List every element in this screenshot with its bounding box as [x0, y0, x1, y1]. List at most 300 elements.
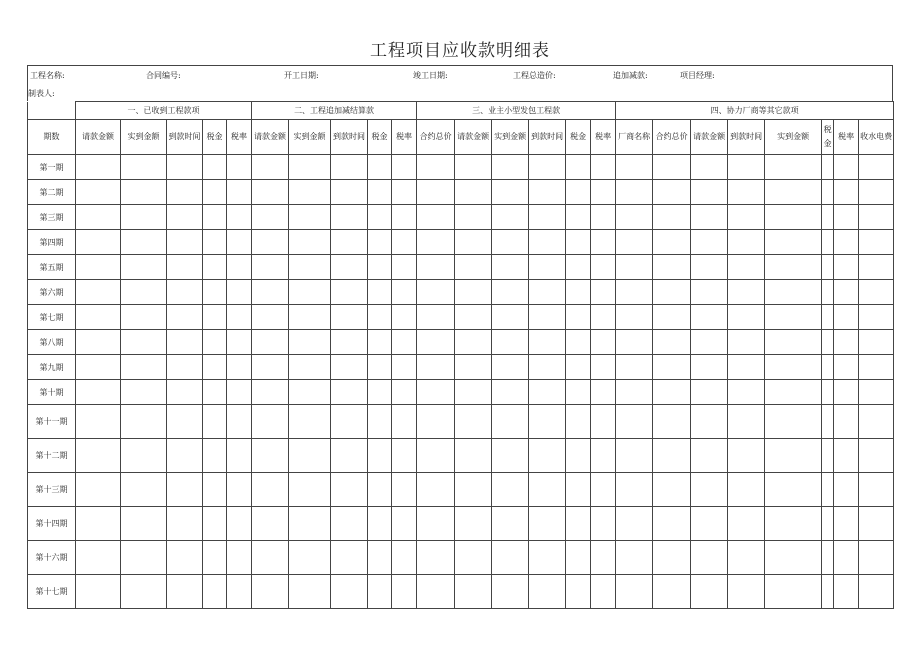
- table-cell[interactable]: [616, 575, 653, 609]
- table-cell[interactable]: [121, 439, 167, 473]
- table-cell[interactable]: [76, 405, 121, 439]
- table-cell[interactable]: [728, 255, 765, 280]
- table-cell[interactable]: [289, 155, 331, 180]
- table-cell[interactable]: [591, 155, 616, 180]
- table-cell[interactable]: [331, 473, 368, 507]
- table-cell[interactable]: [252, 255, 289, 280]
- table-cell[interactable]: [455, 280, 492, 305]
- table-cell[interactable]: [368, 380, 392, 405]
- table-cell[interactable]: [859, 405, 894, 439]
- table-cell[interactable]: [566, 205, 591, 230]
- table-cell[interactable]: [728, 507, 765, 541]
- table-cell[interactable]: [203, 330, 227, 355]
- table-cell[interactable]: [167, 507, 203, 541]
- table-cell[interactable]: [765, 473, 822, 507]
- table-cell[interactable]: [834, 155, 859, 180]
- table-cell[interactable]: [227, 305, 252, 330]
- table-cell[interactable]: [417, 305, 455, 330]
- table-cell[interactable]: [417, 355, 455, 380]
- table-cell[interactable]: [289, 507, 331, 541]
- table-cell[interactable]: [331, 439, 368, 473]
- table-cell[interactable]: [252, 205, 289, 230]
- table-cell[interactable]: [417, 280, 455, 305]
- table-cell[interactable]: [591, 473, 616, 507]
- table-cell[interactable]: [252, 473, 289, 507]
- table-cell[interactable]: [417, 205, 455, 230]
- table-cell[interactable]: [591, 405, 616, 439]
- table-cell[interactable]: [616, 541, 653, 575]
- table-cell[interactable]: [616, 255, 653, 280]
- table-cell[interactable]: [455, 405, 492, 439]
- table-cell[interactable]: [566, 575, 591, 609]
- table-cell[interactable]: [529, 355, 566, 380]
- table-cell[interactable]: [76, 541, 121, 575]
- table-cell[interactable]: [859, 541, 894, 575]
- table-cell[interactable]: [834, 380, 859, 405]
- table-cell[interactable]: [529, 473, 566, 507]
- table-cell[interactable]: [859, 330, 894, 355]
- table-cell[interactable]: [859, 155, 894, 180]
- table-cell[interactable]: [227, 330, 252, 355]
- table-cell[interactable]: [331, 230, 368, 255]
- table-cell[interactable]: [566, 355, 591, 380]
- table-cell[interactable]: [492, 230, 529, 255]
- table-cell[interactable]: [203, 380, 227, 405]
- table-cell[interactable]: [252, 575, 289, 609]
- table-cell[interactable]: [566, 255, 591, 280]
- table-cell[interactable]: [417, 575, 455, 609]
- table-cell[interactable]: [859, 305, 894, 330]
- table-cell[interactable]: [834, 180, 859, 205]
- table-cell[interactable]: [765, 380, 822, 405]
- table-cell[interactable]: [728, 380, 765, 405]
- table-cell[interactable]: [289, 280, 331, 305]
- table-cell[interactable]: [167, 230, 203, 255]
- table-cell[interactable]: [203, 405, 227, 439]
- table-cell[interactable]: [455, 230, 492, 255]
- table-cell[interactable]: [289, 405, 331, 439]
- table-cell[interactable]: [203, 473, 227, 507]
- table-cell[interactable]: [368, 330, 392, 355]
- table-cell[interactable]: [455, 330, 492, 355]
- table-cell[interactable]: [227, 205, 252, 230]
- table-cell[interactable]: [492, 473, 529, 507]
- table-cell[interactable]: [529, 230, 566, 255]
- table-cell[interactable]: [76, 507, 121, 541]
- table-cell[interactable]: [822, 305, 834, 330]
- table-cell[interactable]: [616, 405, 653, 439]
- table-cell[interactable]: [529, 330, 566, 355]
- table-cell[interactable]: [392, 380, 417, 405]
- table-cell[interactable]: [417, 405, 455, 439]
- table-cell[interactable]: [121, 575, 167, 609]
- table-cell[interactable]: [834, 205, 859, 230]
- table-cell[interactable]: [76, 575, 121, 609]
- table-cell[interactable]: [227, 180, 252, 205]
- table-cell[interactable]: [765, 205, 822, 230]
- table-cell[interactable]: [616, 507, 653, 541]
- table-cell[interactable]: [591, 355, 616, 380]
- table-cell[interactable]: [566, 180, 591, 205]
- table-cell[interactable]: [331, 205, 368, 230]
- table-cell[interactable]: [76, 205, 121, 230]
- table-cell[interactable]: [859, 255, 894, 280]
- table-cell[interactable]: [492, 439, 529, 473]
- table-cell[interactable]: [859, 507, 894, 541]
- table-cell[interactable]: [76, 330, 121, 355]
- table-cell[interactable]: [227, 255, 252, 280]
- table-cell[interactable]: [616, 330, 653, 355]
- table-cell[interactable]: [566, 380, 591, 405]
- table-cell[interactable]: [616, 180, 653, 205]
- table-cell[interactable]: [566, 280, 591, 305]
- table-cell[interactable]: [591, 330, 616, 355]
- table-cell[interactable]: [252, 280, 289, 305]
- table-cell[interactable]: [834, 280, 859, 305]
- table-cell[interactable]: [252, 155, 289, 180]
- table-cell[interactable]: [203, 180, 227, 205]
- table-cell[interactable]: [368, 355, 392, 380]
- table-cell[interactable]: [331, 255, 368, 280]
- table-cell[interactable]: [167, 255, 203, 280]
- table-cell[interactable]: [417, 507, 455, 541]
- table-cell[interactable]: [529, 507, 566, 541]
- table-cell[interactable]: [252, 230, 289, 255]
- table-cell[interactable]: [616, 355, 653, 380]
- table-cell[interactable]: [765, 330, 822, 355]
- table-cell[interactable]: [859, 575, 894, 609]
- table-cell[interactable]: [167, 305, 203, 330]
- table-cell[interactable]: [859, 180, 894, 205]
- table-cell[interactable]: [455, 355, 492, 380]
- table-cell[interactable]: [492, 280, 529, 305]
- table-cell[interactable]: [76, 355, 121, 380]
- table-cell[interactable]: [227, 280, 252, 305]
- table-cell[interactable]: [591, 305, 616, 330]
- table-cell[interactable]: [368, 507, 392, 541]
- table-cell[interactable]: [653, 330, 691, 355]
- table-cell[interactable]: [691, 541, 728, 575]
- table-cell[interactable]: [331, 507, 368, 541]
- table-cell[interactable]: [76, 180, 121, 205]
- table-cell[interactable]: [289, 541, 331, 575]
- table-cell[interactable]: [591, 439, 616, 473]
- table-cell[interactable]: [653, 355, 691, 380]
- table-cell[interactable]: [728, 330, 765, 355]
- table-cell[interactable]: [529, 205, 566, 230]
- table-cell[interactable]: [392, 230, 417, 255]
- table-cell[interactable]: [834, 355, 859, 380]
- table-cell[interactable]: [76, 473, 121, 507]
- table-cell[interactable]: [765, 507, 822, 541]
- table-cell[interactable]: [227, 380, 252, 405]
- table-cell[interactable]: [455, 305, 492, 330]
- table-cell[interactable]: [492, 305, 529, 330]
- table-cell[interactable]: [203, 355, 227, 380]
- table-cell[interactable]: [203, 230, 227, 255]
- table-cell[interactable]: [691, 230, 728, 255]
- table-cell[interactable]: [834, 230, 859, 255]
- table-cell[interactable]: [492, 155, 529, 180]
- table-cell[interactable]: [203, 541, 227, 575]
- table-cell[interactable]: [368, 280, 392, 305]
- table-cell[interactable]: [653, 280, 691, 305]
- table-cell[interactable]: [566, 330, 591, 355]
- table-cell[interactable]: [368, 305, 392, 330]
- table-cell[interactable]: [121, 330, 167, 355]
- table-cell[interactable]: [834, 541, 859, 575]
- table-cell[interactable]: [834, 575, 859, 609]
- table-cell[interactable]: [591, 507, 616, 541]
- table-cell[interactable]: [765, 280, 822, 305]
- table-cell[interactable]: [653, 205, 691, 230]
- table-cell[interactable]: [252, 439, 289, 473]
- table-cell[interactable]: [591, 575, 616, 609]
- table-cell[interactable]: [691, 575, 728, 609]
- table-cell[interactable]: [529, 541, 566, 575]
- table-cell[interactable]: [331, 330, 368, 355]
- table-cell[interactable]: [616, 230, 653, 255]
- table-cell[interactable]: [121, 507, 167, 541]
- table-cell[interactable]: [392, 405, 417, 439]
- table-cell[interactable]: [765, 405, 822, 439]
- table-cell[interactable]: [834, 439, 859, 473]
- table-cell[interactable]: [167, 155, 203, 180]
- table-cell[interactable]: [392, 205, 417, 230]
- table-cell[interactable]: [691, 405, 728, 439]
- table-cell[interactable]: [167, 205, 203, 230]
- table-cell[interactable]: [392, 507, 417, 541]
- table-cell[interactable]: [76, 439, 121, 473]
- table-cell[interactable]: [368, 155, 392, 180]
- table-cell[interactable]: [252, 380, 289, 405]
- table-cell[interactable]: [121, 305, 167, 330]
- table-cell[interactable]: [529, 255, 566, 280]
- table-cell[interactable]: [529, 155, 566, 180]
- table-cell[interactable]: [252, 180, 289, 205]
- table-cell[interactable]: [822, 439, 834, 473]
- table-cell[interactable]: [368, 473, 392, 507]
- table-cell[interactable]: [728, 575, 765, 609]
- table-cell[interactable]: [566, 155, 591, 180]
- table-cell[interactable]: [289, 305, 331, 330]
- table-cell[interactable]: [691, 380, 728, 405]
- table-cell[interactable]: [822, 575, 834, 609]
- table-cell[interactable]: [392, 330, 417, 355]
- table-cell[interactable]: [529, 280, 566, 305]
- table-cell[interactable]: [76, 380, 121, 405]
- table-cell[interactable]: [392, 439, 417, 473]
- table-cell[interactable]: [121, 155, 167, 180]
- table-cell[interactable]: [591, 380, 616, 405]
- table-cell[interactable]: [252, 330, 289, 355]
- table-cell[interactable]: [76, 255, 121, 280]
- table-cell[interactable]: [591, 205, 616, 230]
- table-cell[interactable]: [653, 507, 691, 541]
- table-cell[interactable]: [728, 180, 765, 205]
- table-cell[interactable]: [591, 230, 616, 255]
- table-cell[interactable]: [167, 280, 203, 305]
- table-cell[interactable]: [691, 180, 728, 205]
- table-cell[interactable]: [227, 405, 252, 439]
- table-cell[interactable]: [728, 541, 765, 575]
- table-cell[interactable]: [691, 305, 728, 330]
- table-cell[interactable]: [728, 230, 765, 255]
- table-cell[interactable]: [392, 473, 417, 507]
- table-cell[interactable]: [691, 280, 728, 305]
- table-cell[interactable]: [566, 473, 591, 507]
- table-cell[interactable]: [653, 575, 691, 609]
- table-cell[interactable]: [566, 507, 591, 541]
- table-cell[interactable]: [331, 305, 368, 330]
- table-cell[interactable]: [492, 541, 529, 575]
- table-cell[interactable]: [417, 255, 455, 280]
- table-cell[interactable]: [368, 541, 392, 575]
- table-cell[interactable]: [653, 255, 691, 280]
- table-cell[interactable]: [417, 473, 455, 507]
- table-cell[interactable]: [834, 507, 859, 541]
- table-cell[interactable]: [167, 330, 203, 355]
- table-cell[interactable]: [728, 405, 765, 439]
- table-cell[interactable]: [492, 355, 529, 380]
- table-cell[interactable]: [417, 180, 455, 205]
- table-cell[interactable]: [691, 205, 728, 230]
- table-cell[interactable]: [822, 507, 834, 541]
- table-cell[interactable]: [455, 439, 492, 473]
- table-cell[interactable]: [591, 541, 616, 575]
- table-cell[interactable]: [368, 405, 392, 439]
- table-cell[interactable]: [616, 205, 653, 230]
- table-cell[interactable]: [203, 575, 227, 609]
- table-cell[interactable]: [167, 355, 203, 380]
- table-cell[interactable]: [765, 439, 822, 473]
- table-cell[interactable]: [765, 575, 822, 609]
- table-cell[interactable]: [368, 205, 392, 230]
- table-cell[interactable]: [653, 439, 691, 473]
- table-cell[interactable]: [167, 439, 203, 473]
- table-cell[interactable]: [859, 473, 894, 507]
- table-cell[interactable]: [76, 155, 121, 180]
- table-cell[interactable]: [121, 180, 167, 205]
- table-cell[interactable]: [653, 541, 691, 575]
- table-cell[interactable]: [331, 380, 368, 405]
- table-cell[interactable]: [227, 575, 252, 609]
- table-cell[interactable]: [121, 255, 167, 280]
- table-cell[interactable]: [822, 541, 834, 575]
- table-cell[interactable]: [455, 473, 492, 507]
- table-cell[interactable]: [653, 180, 691, 205]
- table-cell[interactable]: [203, 255, 227, 280]
- table-cell[interactable]: [392, 541, 417, 575]
- table-cell[interactable]: [227, 230, 252, 255]
- table-cell[interactable]: [252, 305, 289, 330]
- table-cell[interactable]: [331, 155, 368, 180]
- table-cell[interactable]: [227, 541, 252, 575]
- table-cell[interactable]: [492, 507, 529, 541]
- table-cell[interactable]: [167, 380, 203, 405]
- table-cell[interactable]: [417, 155, 455, 180]
- table-cell[interactable]: [203, 305, 227, 330]
- table-cell[interactable]: [492, 205, 529, 230]
- table-cell[interactable]: [653, 230, 691, 255]
- table-cell[interactable]: [121, 405, 167, 439]
- table-cell[interactable]: [492, 180, 529, 205]
- table-cell[interactable]: [691, 355, 728, 380]
- table-cell[interactable]: [203, 155, 227, 180]
- table-cell[interactable]: [728, 439, 765, 473]
- table-cell[interactable]: [392, 355, 417, 380]
- table-cell[interactable]: [76, 305, 121, 330]
- table-cell[interactable]: [653, 380, 691, 405]
- table-cell[interactable]: [252, 405, 289, 439]
- table-cell[interactable]: [616, 473, 653, 507]
- table-cell[interactable]: [203, 439, 227, 473]
- table-cell[interactable]: [566, 439, 591, 473]
- table-cell[interactable]: [227, 507, 252, 541]
- table-cell[interactable]: [289, 439, 331, 473]
- table-cell[interactable]: [203, 205, 227, 230]
- table-cell[interactable]: [392, 575, 417, 609]
- table-cell[interactable]: [167, 541, 203, 575]
- table-cell[interactable]: [529, 439, 566, 473]
- table-cell[interactable]: [566, 305, 591, 330]
- table-cell[interactable]: [591, 255, 616, 280]
- table-cell[interactable]: [765, 355, 822, 380]
- table-cell[interactable]: [455, 205, 492, 230]
- table-cell[interactable]: [492, 380, 529, 405]
- table-cell[interactable]: [859, 280, 894, 305]
- table-cell[interactable]: [76, 230, 121, 255]
- table-cell[interactable]: [529, 305, 566, 330]
- table-cell[interactable]: [76, 280, 121, 305]
- table-cell[interactable]: [728, 205, 765, 230]
- table-cell[interactable]: [728, 280, 765, 305]
- table-cell[interactable]: [121, 280, 167, 305]
- table-cell[interactable]: [121, 473, 167, 507]
- table-cell[interactable]: [691, 473, 728, 507]
- table-cell[interactable]: [822, 355, 834, 380]
- table-cell[interactable]: [167, 575, 203, 609]
- table-cell[interactable]: [566, 541, 591, 575]
- table-cell[interactable]: [417, 541, 455, 575]
- table-cell[interactable]: [859, 439, 894, 473]
- table-cell[interactable]: [653, 405, 691, 439]
- table-cell[interactable]: [822, 330, 834, 355]
- table-cell[interactable]: [289, 575, 331, 609]
- table-cell[interactable]: [616, 305, 653, 330]
- table-cell[interactable]: [331, 280, 368, 305]
- table-cell[interactable]: [822, 230, 834, 255]
- table-cell[interactable]: [121, 205, 167, 230]
- table-cell[interactable]: [289, 355, 331, 380]
- table-cell[interactable]: [252, 507, 289, 541]
- table-cell[interactable]: [121, 230, 167, 255]
- table-cell[interactable]: [728, 305, 765, 330]
- table-cell[interactable]: [455, 507, 492, 541]
- table-cell[interactable]: [822, 155, 834, 180]
- table-cell[interactable]: [691, 507, 728, 541]
- table-cell[interactable]: [289, 473, 331, 507]
- table-cell[interactable]: [167, 405, 203, 439]
- table-cell[interactable]: [227, 473, 252, 507]
- table-cell[interactable]: [368, 439, 392, 473]
- table-cell[interactable]: [252, 541, 289, 575]
- table-cell[interactable]: [822, 405, 834, 439]
- table-cell[interactable]: [455, 155, 492, 180]
- table-cell[interactable]: [227, 155, 252, 180]
- table-cell[interactable]: [529, 180, 566, 205]
- table-cell[interactable]: [765, 180, 822, 205]
